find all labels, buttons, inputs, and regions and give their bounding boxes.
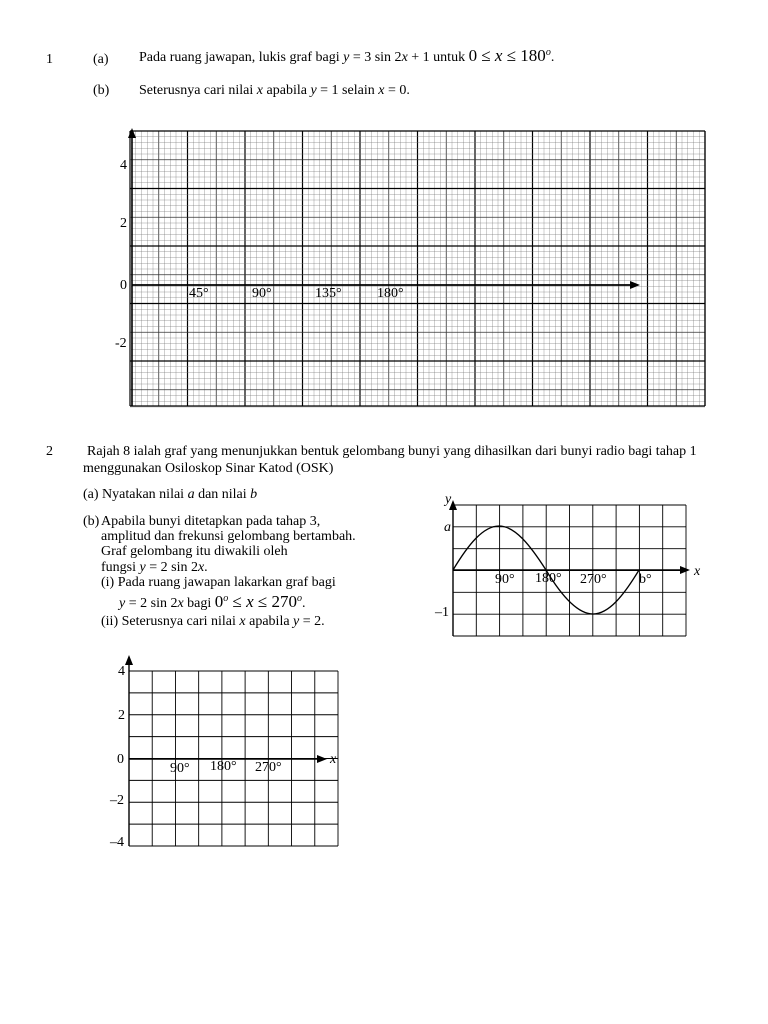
q2-intro-line2: menggunakan Osiloskop Sinar Katod (OSK) <box>83 461 334 476</box>
q1-number: 1 <box>46 52 53 67</box>
q1-y-tick-neg2: -2 <box>115 336 127 351</box>
q2-a-text: (a) Nyatakan nilai a dan nilai b <box>83 487 258 502</box>
q2-bii-text: (ii) Seterusnya cari nilai x apabila y = 2. <box>101 614 325 629</box>
q2-b-label: (b) <box>83 514 100 529</box>
q1-y-tick-4: 4 <box>120 158 127 173</box>
rajah-x-label: x <box>694 564 701 579</box>
ans-y-tick-2: 2 <box>118 708 125 723</box>
rajah-x-tick-180: 180° <box>535 571 562 586</box>
ans-x-label: x <box>330 752 337 767</box>
q1-x-tick-90: 90° <box>252 286 272 301</box>
q2-number: 2 <box>46 444 53 459</box>
q1-y-tick-0: 0 <box>120 278 127 293</box>
rajah-neg1-label: –1 <box>435 605 449 620</box>
q2-bi-range: $0^o \le x \le 270^o$ <box>214 592 303 611</box>
q1-y-tick-2: 2 <box>120 216 127 231</box>
q1-b-label: (b) <box>93 83 110 98</box>
q1-x-tick-135: 135° <box>315 286 342 301</box>
rajah-x-tick-270: 270° <box>580 572 607 587</box>
q2-intro-line1: Rajah 8 ialah graf yang menunjukkan bentuk gelombang bunyi yang dihasilkan dari bunyi radio bagi tahap 1 <box>87 444 697 459</box>
rajah-x-tick-90: 90° <box>495 572 515 587</box>
ans-x-tick-90: 90° <box>170 761 190 776</box>
rajah-a-label: a <box>444 520 451 535</box>
q1-range: $0 \le x \le 180^o$ <box>468 46 551 65</box>
rajah-y-label: y <box>445 492 452 507</box>
ans-y-tick-neg4: –4 <box>110 835 124 850</box>
ans-y-tick-neg2: –2 <box>110 793 124 808</box>
q1-x-tick-45: 45° <box>189 286 209 301</box>
q1-x-tick-180: 180° <box>377 286 404 301</box>
q2-bi-equation: y = 2 sin 2x bagi $0^o \le x \le 270^o$. <box>119 592 306 611</box>
q2-b-line1: Apabila bunyi ditetapkan pada tahap 3, <box>101 514 321 529</box>
ans-y-tick-4: 4 <box>118 664 125 679</box>
q2-b-line4: fungsi y = 2 sin 2x. <box>101 560 208 575</box>
q2-b-line2: amplitud dan frekunsi gelombang bertambah. <box>101 529 356 544</box>
rajah-x-tick-b: b° <box>639 572 652 587</box>
q1-b-text: Seterusnya cari nilai x apabila y = 1 selain x = 0. <box>139 83 410 98</box>
q2-b-line3: Graf gelombang itu diwakili oleh <box>101 544 288 559</box>
ans-x-tick-270: 270° <box>255 760 282 775</box>
ans-y-tick-0: 0 <box>117 752 124 767</box>
q2-bi-text: (i) Pada ruang jawapan lakarkan graf bagi <box>101 575 336 590</box>
q1-a-label: (a) <box>93 52 109 67</box>
q1-a-text: Pada ruang jawapan, lukis graf bagi y = 3 sin 2x + 1 untuk $0 \le x \le 180^o$. <box>139 46 555 65</box>
ans-x-tick-180: 180° <box>210 759 237 774</box>
